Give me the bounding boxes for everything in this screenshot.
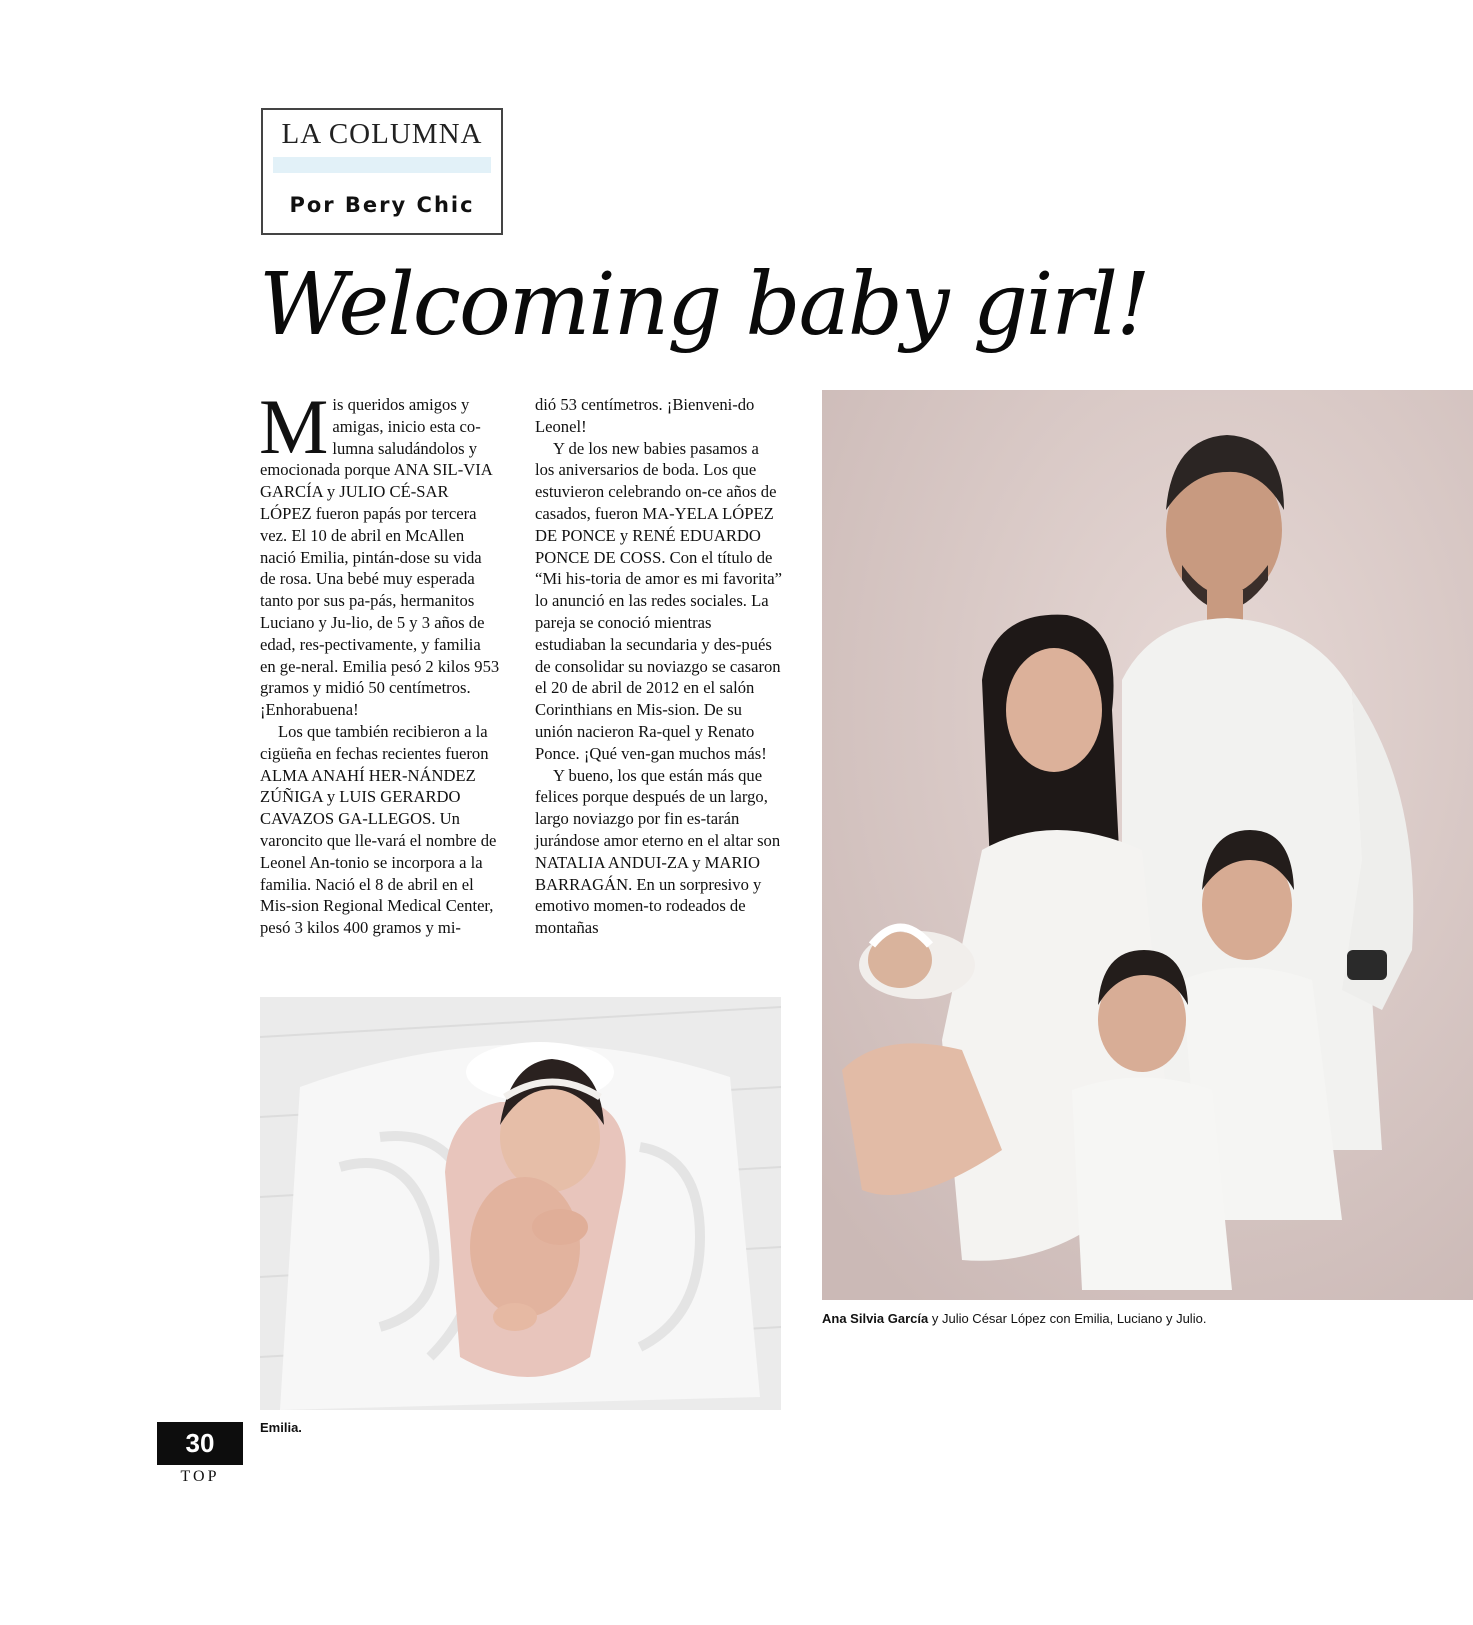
column-title: LA COLUMNA [281, 118, 483, 150]
baby-photo-caption: Emilia. [260, 1420, 302, 1435]
caption-text: y Julio César López con Emilia, Luciano y Julio. [928, 1311, 1207, 1326]
family-photo-illustration [822, 390, 1473, 1300]
headline: Welcoming baby girl! [259, 255, 1149, 355]
article-paragraph: Los que también recibieron a la cigüeña en fechas recientes fueron ALMA ANAHÍ HER-NÁNDEZ ZÚÑIGA y LUIS GERARDO CAVAZOS GA-LLEGOS. Un varoncito que lle-vará el nombre de Leonel An-tonio se incorpora a la familia. Nació el 8 de abril en el Mis-sion Regional Medical Center, pesó 3 kilos 400 gramos y mi- [260, 721, 497, 938]
article-column-2 [535, 394, 782, 939]
column-byline: Por Bery Chic [289, 193, 475, 217]
baby-photo-illustration [260, 997, 781, 1410]
article-paragraph: dió 53 centímetros. ¡Bienveni-do Leonel! [535, 395, 755, 436]
magazine-name: TOP [180, 1468, 220, 1485]
page-number: 30 [157, 1422, 243, 1465]
column-title-underline [273, 157, 491, 173]
column-header-box [261, 108, 503, 235]
family-photo [822, 390, 1473, 1300]
baby-photo [260, 997, 781, 1410]
article-paragraph: Y de los new babies pasamos a los aniversarios de boda. Los que estuvieron celebrando on-ce años de casados, fueron MA-YELA LÓPEZ DE PONCE y RENÉ EDUARDO PONCE DE COSS. Con el título de “Mi his-toria de amor es mi favorita” lo anunció en las redes sociales. La pareja se conoció mientras estudiaban la secundaria y des-pués de consolidar su noviazgo se casaron el 20 de abril de 2012 en el salón Corinthians en Mis-sion. De su unión nacieron Ra-quel y Renato Ponce. ¡Qué ven-gan muchos más! [535, 438, 782, 763]
article-column-1 [259, 383, 500, 939]
article-paragraph-text: is queridos amigos y amigas, inicio esta co-lumna saludándolos y emocionada porque ANA SIL-VIA GARCÍA y JULIO CÉ-SAR LÓPEZ fueron papás por tercera vez. El 10 de abril en McAllen nació Emilia, pintán-dose su vida de rosa. Una bebé muy esperada tanto por sus pa-pás, hermanitos Luciano y Ju-lio, de 5 y 3 años de edad, res-pectivamente, y familia en ge-neral. Emilia pesó 2 kilos 953 gramos y midió 50 centímetros. ¡Enhorabuena! [260, 395, 500, 720]
article-paragraph: Y bueno, los que están más que felices porque después de un largo, largo noviazgo por fin es-tarán jurándose amor eterno en el altar son NATALIA ANDUI-ZA y MARIO BARRAGÁN. En un sorpresivo y emotivo momen-to rodeados de montañas [535, 765, 781, 938]
drop-cap: M [259, 383, 329, 470]
family-photo-caption [822, 1311, 1206, 1326]
article-paragraph [259, 383, 500, 721]
caption-bold-name: Ana Silvia García [822, 1311, 929, 1326]
